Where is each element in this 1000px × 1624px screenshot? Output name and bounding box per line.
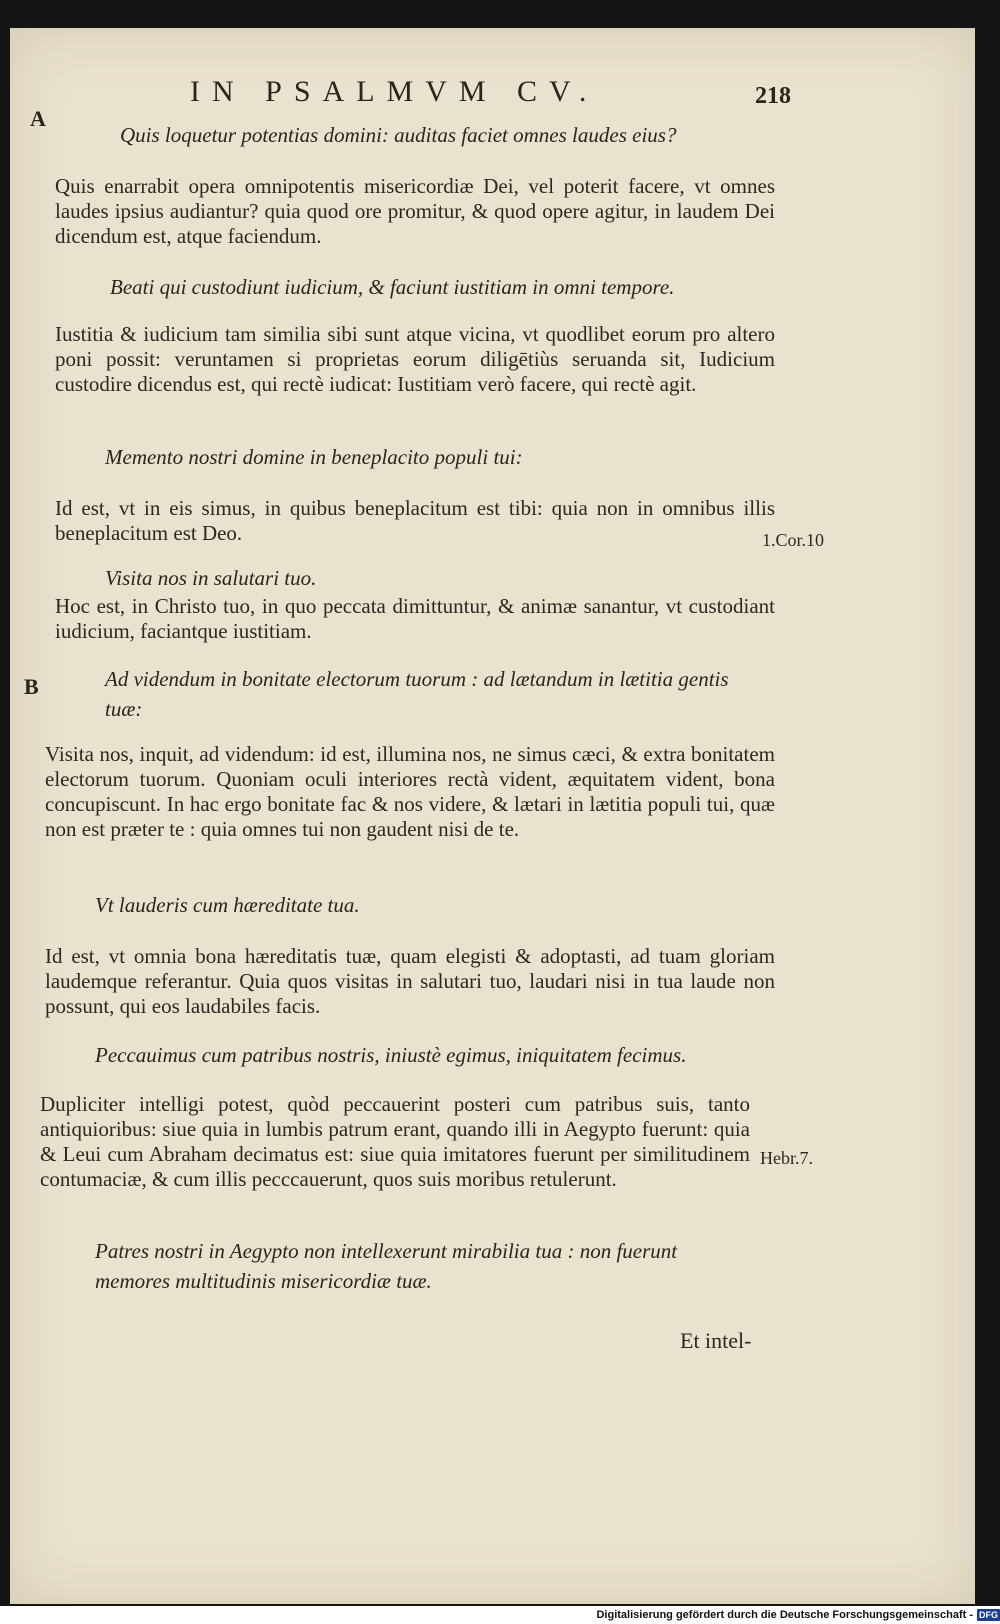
margin-note-hebr-7: Hebr.7. xyxy=(760,1148,813,1168)
page-number: 218 xyxy=(755,83,791,109)
verse-8: Patres nostri in Aegypto non intellexerunt mirabilia tua : non fuerunt memores multitudinis misericordiæ tuæ. xyxy=(95,1239,678,1293)
page-content xyxy=(10,28,975,1604)
verse-5: Ad videndum in bonitate electorum tuorum : ad lætandum in lætitia gentis tuæ: xyxy=(105,667,729,721)
margin-note-1-cor-10: 1.Cor.10 xyxy=(762,530,825,550)
catchword: Et intel- xyxy=(680,1328,752,1353)
verse-3: Memento nostri domine in beneplacito populi tui: xyxy=(105,445,523,469)
verse-1: Quis loquetur potentias domini: auditas faciet omnes laudes eius? xyxy=(120,123,677,147)
commentary-3: Id est, vt in eis simus, in quibus beneplacitum est tibi: quia non in omnibus illis beneplacitum est Deo. xyxy=(55,496,775,545)
verse-6: Vt lauderis cum hæreditate tua. xyxy=(95,893,360,917)
commentary-2: Iustitia & iudicium tam similia sibi sunt atque vicina, vt quodlibet eorum pro altero poni possit: veruntamen si proprietas eorum diligētiùs seruanda sit, Iudicium custodire dicendus est, qui rectè iudicat: Iustitiam verò facere, qui rectè agit. xyxy=(55,322,775,396)
commentary-4: Hoc est, in Christo tuo, in quo peccata dimittuntur, & animæ sanantur, vt custodiant iudicium, faciantque iustitiam. xyxy=(55,594,775,643)
margin-letter-a: A xyxy=(30,106,46,131)
commentary-1: Quis enarrabit opera omnipotentis misericordiæ Dei, vel poterit facere, vt omnes laudes ipsius audiantur? quia quod ore promitur, & quod opere agitur, in laudem Dei dicendum est, atque faciendum. xyxy=(55,174,775,248)
commentary-7: Dupliciter intelligi potest, quòd peccauerint posteri cum patribus suis, tanto antiquioribus: siue quia in lumbis patrum erant, quando illi in Aegypto fuerunt: quia & Leui cum Abraham decimatus est: siue quia imitatores fuerunt per similitudinem contumaciæ, & cum illis pecccauerunt, quos suis moribus retulerunt. xyxy=(40,1092,750,1191)
verse-7: Peccauimus cum patribus nostris, iniustè egimus, iniquitatem fecimus. xyxy=(95,1043,687,1067)
dfg-logo: DFG xyxy=(979,1610,998,1620)
running-header: IN PSALMVM CV. xyxy=(190,75,599,108)
credit-text: Digitalisierung gefördert durch die Deutsche Forschungsgemeinschaft - xyxy=(596,1609,973,1621)
digitization-credit xyxy=(585,1606,1000,1624)
book-page xyxy=(10,28,975,1604)
commentary-6: Id est, vt omnia bona hæreditatis tuæ, quam elegisti & adoptasti, ad tuam gloriam laudemque referantur. Quia quos visitas in salutari tuo, laudari nisi in tua laude non possunt, qui eos laudabiles facis. xyxy=(45,944,775,1018)
commentary-5: Visita nos, inquit, ad videndum: id est, illumina nos, ne simus cæci, & extra bonitatem electorum tuorum. Quoniam oculi interiores rectà vident, æquitatem vident, bona concupiscunt. In hac ergo bonitate fac & nos videre, & lætari in lætitia populi tui, quæ non est præter te : quia omnes tui non gaudent nisi de te. xyxy=(45,742,775,841)
verse-4: Visita nos in salutari tuo. xyxy=(105,566,317,590)
margin-letter-b: B xyxy=(24,674,39,699)
verse-2: Beati qui custodiunt iudicium, & faciunt iustitiam in omni tempore. xyxy=(110,275,675,299)
